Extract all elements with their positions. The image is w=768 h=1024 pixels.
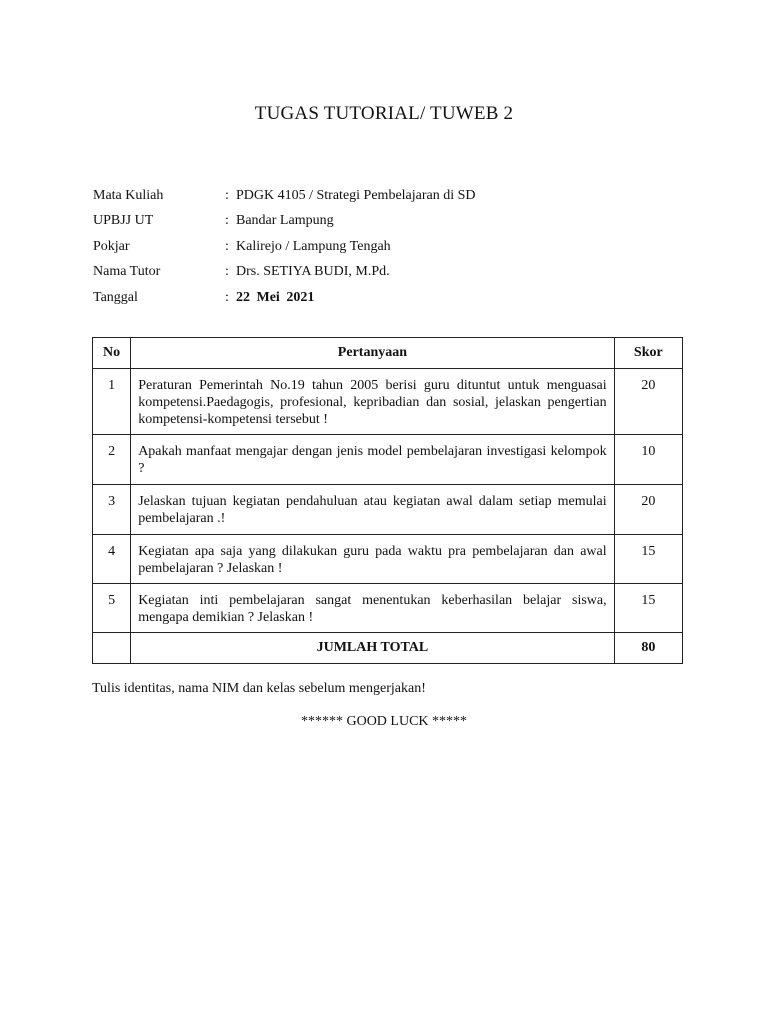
table-row — [93, 584, 683, 633]
row-question: Kegiatan inti pembelajaran sangat menentukan keberhasilan belajar siswa, mengapa demikian ? Jelaskan ! — [131, 584, 614, 633]
header-score: Skor — [614, 338, 682, 369]
info-row-tutor — [93, 260, 476, 286]
info-label: Mata Kuliah — [93, 187, 164, 203]
info-label: Pokjar — [93, 238, 130, 254]
total-label: JUMLAH TOTAL — [131, 633, 614, 664]
closing-text: ****** GOOD LUCK ***** — [300, 714, 468, 729]
info-value: Kalirejo / Lampung Tengah — [236, 238, 391, 254]
info-label: Tanggal — [93, 289, 138, 305]
info-colon: : — [225, 289, 229, 305]
total-empty-cell — [93, 633, 131, 664]
info-row-pokjar — [93, 234, 476, 260]
table-total-row — [93, 633, 683, 664]
info-value: PDGK 4105 / Strategi Pembelajaran di SD — [236, 187, 476, 203]
questions-table — [92, 337, 683, 664]
page-title: TUGAS TUTORIAL/ TUWEB 2 — [254, 103, 514, 124]
row-question: Jelaskan tujuan kegiatan pendahuluan atau kegiatan awal dalam setiap memulai pembelajaran .! — [131, 485, 614, 535]
info-value: Bandar Lampung — [236, 213, 334, 229]
row-number: 5 — [93, 584, 131, 633]
info-label: Nama Tutor — [93, 264, 161, 280]
row-question: Kegiatan apa saja yang dilakukan guru pada waktu pra pembelajaran dan awal pembelajaran ? Jelaskan ! — [131, 535, 614, 584]
row-number: 4 — [93, 535, 131, 584]
instruction-note: Tulis identitas, nama NIM dan kelas sebelum mengerjakan! — [92, 681, 426, 696]
total-value: 80 — [614, 633, 682, 664]
row-score: 20 — [614, 485, 682, 535]
info-row-course — [93, 183, 476, 209]
table-header-row — [93, 338, 683, 369]
row-score: 15 — [614, 535, 682, 584]
info-row-date — [93, 285, 476, 311]
info-value-date: 22 Mei 2021 — [236, 289, 315, 305]
header-no: No — [93, 338, 131, 369]
info-colon: : — [225, 264, 229, 280]
row-score: 15 — [614, 584, 682, 633]
table-row — [93, 369, 683, 435]
info-colon: : — [225, 238, 229, 254]
row-number: 2 — [93, 435, 131, 485]
row-number: 3 — [93, 485, 131, 535]
row-question: Peraturan Pemerintah No.19 tahun 2005 berisi guru dituntut untuk menguasai kompetensi.Paedagogis, profesional, kepribadian dan sosial, jelaskan pengertian kompetensi-kompetensi tersebut ! — [131, 369, 614, 435]
info-value: Drs. SETIYA BUDI, M.Pd. — [236, 264, 390, 280]
table-row — [93, 435, 683, 485]
info-row-upbjj — [93, 209, 476, 235]
row-score: 10 — [614, 435, 682, 485]
info-colon: : — [225, 213, 229, 229]
row-number: 1 — [93, 369, 131, 435]
header-question: Pertanyaan — [131, 338, 614, 369]
info-label: UPBJJ UT — [93, 213, 154, 229]
course-info — [93, 183, 476, 311]
info-colon: : — [225, 187, 229, 203]
table-row — [93, 535, 683, 584]
table-row — [93, 485, 683, 535]
row-score: 20 — [614, 369, 682, 435]
row-question: Apakah manfaat mengajar dengan jenis model pembelajaran investigasi kelompok ? — [131, 435, 614, 485]
